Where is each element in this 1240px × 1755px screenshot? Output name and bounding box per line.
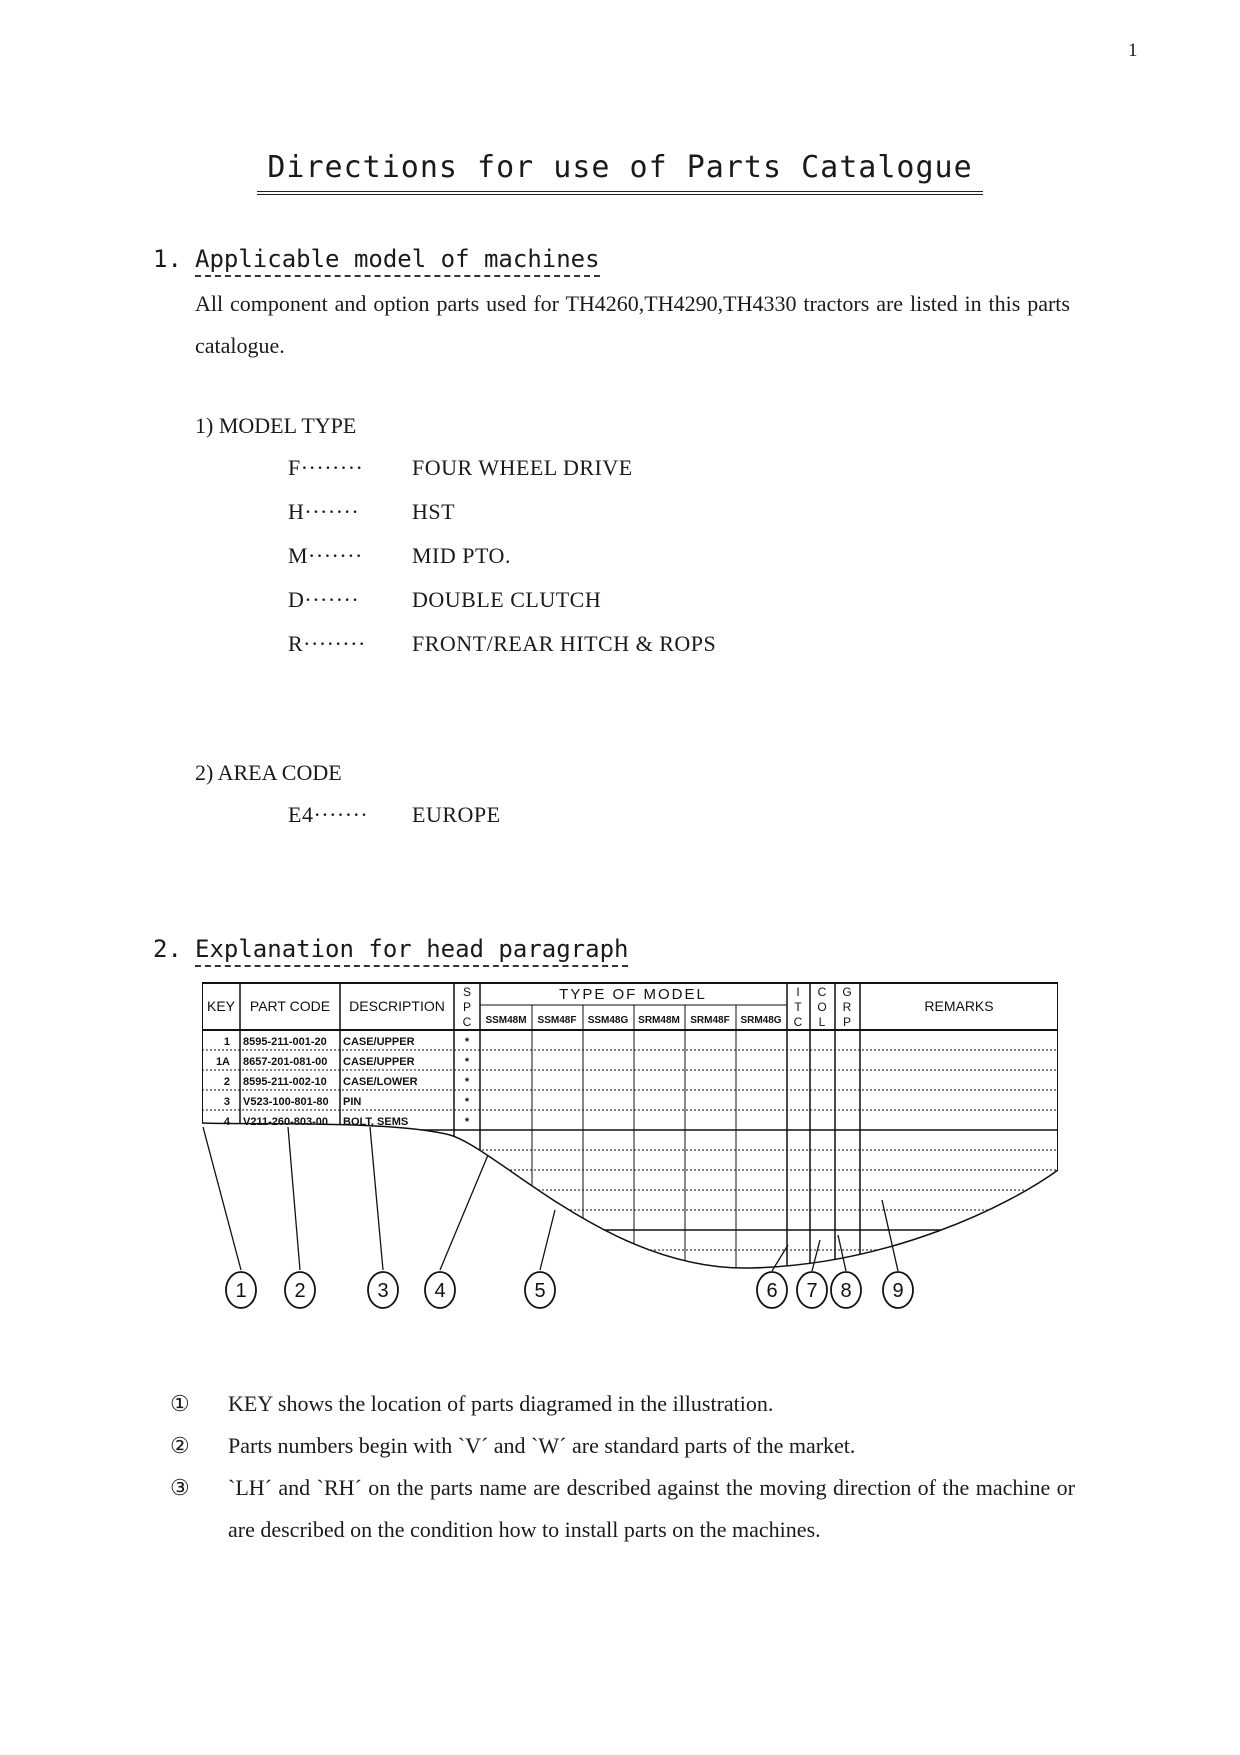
head-paragraph-figure <box>190 975 1070 1345</box>
header-part-code: PART CODE <box>249 998 331 1014</box>
callout-number: 1 <box>235 1280 247 1302</box>
row-spc: * <box>464 1096 470 1108</box>
header-model: SSM48F <box>537 1015 577 1026</box>
header-col-c: C <box>817 985 827 999</box>
header-col-l: L <box>818 1015 826 1029</box>
note-text: Parts numbers begin with `V´ and `W´ are standard parts of the market. <box>228 1433 856 1458</box>
row-description: CASE/UPPER <box>343 1056 415 1068</box>
row-description: CASE/UPPER <box>343 1036 415 1048</box>
row-spc: * <box>464 1116 470 1128</box>
model-desc: HST <box>412 499 456 524</box>
header-key: KEY <box>206 998 236 1014</box>
model-desc: FRONT/REAR HITCH & ROPS <box>412 631 717 656</box>
note-item <box>170 1425 1075 1467</box>
note-text: `LH´ and `RH´ on the parts name are described against the moving direction of the machine or are described on the condition how to install parts on the machines. <box>228 1475 1075 1542</box>
row-part-code: 8595-211-001-20 <box>243 1036 327 1048</box>
model-type-item <box>288 587 716 631</box>
row-description: BOLT, SEMS <box>343 1116 409 1128</box>
section-2-heading <box>153 935 628 963</box>
row-spc: * <box>464 1076 470 1088</box>
page-title <box>0 150 1240 195</box>
model-code: R········ <box>288 631 366 656</box>
header-spc-p: P <box>462 1000 472 1014</box>
header-grp-g: G <box>842 985 852 999</box>
model-type-item <box>288 499 716 543</box>
header-model: SSM48G <box>587 1015 629 1026</box>
row-part-code: 8595-211-002-10 <box>243 1076 327 1088</box>
callout-number: 5 <box>534 1280 546 1302</box>
row-spc: * <box>464 1056 470 1068</box>
note-mark: ③ <box>170 1475 190 1500</box>
section-1-heading <box>153 245 600 273</box>
callout-number: 9 <box>892 1280 904 1302</box>
header-grp-p: P <box>842 1015 852 1029</box>
area-code: E4······· <box>288 802 369 827</box>
header-remarks: REMARKS <box>924 998 994 1014</box>
note-text: KEY shows the location of parts diagramed in the illustration. <box>228 1391 774 1416</box>
row-part-code: V211-260-803-00 <box>243 1116 329 1128</box>
header-type-of-model: TYPE OF MODEL <box>559 986 707 1003</box>
model-type-list <box>288 455 716 675</box>
page-title-text: Directions for use of Parts Catalogue <box>257 150 982 195</box>
section-1-title: Applicable model of machines <box>195 245 600 277</box>
section-1-number: 1. <box>153 245 182 273</box>
callout-number: 4 <box>434 1280 446 1302</box>
row-part-code: V523-100-801-80 <box>243 1096 329 1108</box>
row-key: 2 <box>223 1076 230 1088</box>
callout-number: 2 <box>294 1280 306 1302</box>
note-mark: ① <box>170 1391 190 1416</box>
section-1-text: All component and option parts used for TH4260,TH4290,TH4330 tractors are listed in this parts catalogue. <box>195 291 1070 358</box>
header-model: SRM48G <box>740 1015 782 1026</box>
model-desc: FOUR WHEEL DRIVE <box>412 455 633 480</box>
notes-list <box>170 1383 1075 1551</box>
model-desc: DOUBLE CLUTCH <box>412 587 602 612</box>
row-key: 1 <box>223 1036 230 1048</box>
header-grp-r: R <box>842 1000 852 1014</box>
row-spc: * <box>464 1036 470 1048</box>
section-2-title: Explanation for head paragraph <box>195 935 628 967</box>
row-key: 4 <box>223 1116 230 1128</box>
callout-number: 6 <box>766 1280 778 1302</box>
row-description: PIN <box>343 1096 362 1108</box>
header-itc-i: I <box>796 985 800 999</box>
callout-number: 8 <box>840 1280 852 1302</box>
model-type-heading: 1) MODEL TYPE <box>195 413 357 438</box>
header-spc-s: S <box>462 985 472 999</box>
callout-number: 7 <box>806 1280 818 1302</box>
model-type-item <box>288 631 716 675</box>
page-number: 1 <box>1128 40 1138 61</box>
cut-edge <box>202 1123 1058 1268</box>
model-code: F········ <box>288 455 364 480</box>
header-description: DESCRIPTION <box>349 998 445 1014</box>
model-code: H······· <box>288 499 360 524</box>
header-itc-t: T <box>794 1000 802 1014</box>
row-part-code: 8657-201-081-00 <box>243 1056 328 1068</box>
header-model: SRM48M <box>638 1015 680 1026</box>
header-col-o: O <box>817 1000 827 1014</box>
note-mark: ② <box>170 1433 190 1458</box>
model-type-item <box>288 455 716 499</box>
area-code-item <box>288 802 501 828</box>
note-item <box>170 1467 1075 1551</box>
header-itc-c: C <box>793 1015 803 1029</box>
model-desc: MID PTO. <box>412 543 511 568</box>
model-type-item <box>288 543 716 587</box>
parts-table <box>202 983 1058 1285</box>
note-item <box>170 1383 1075 1425</box>
model-code: D······· <box>288 587 360 612</box>
area-code-heading: 2) AREA CODE <box>195 760 342 785</box>
row-key: 3 <box>223 1096 230 1108</box>
header-model: SSM48M <box>485 1015 527 1026</box>
callout-number: 3 <box>377 1280 389 1302</box>
header-spc-c: C <box>462 1015 472 1029</box>
row-key: 1A <box>215 1056 230 1068</box>
section-2-number: 2. <box>153 935 182 963</box>
row-description: CASE/LOWER <box>343 1076 418 1088</box>
area-desc: EUROPE <box>412 802 501 827</box>
model-code: M······· <box>288 543 363 568</box>
header-model: SRM48F <box>690 1015 730 1026</box>
